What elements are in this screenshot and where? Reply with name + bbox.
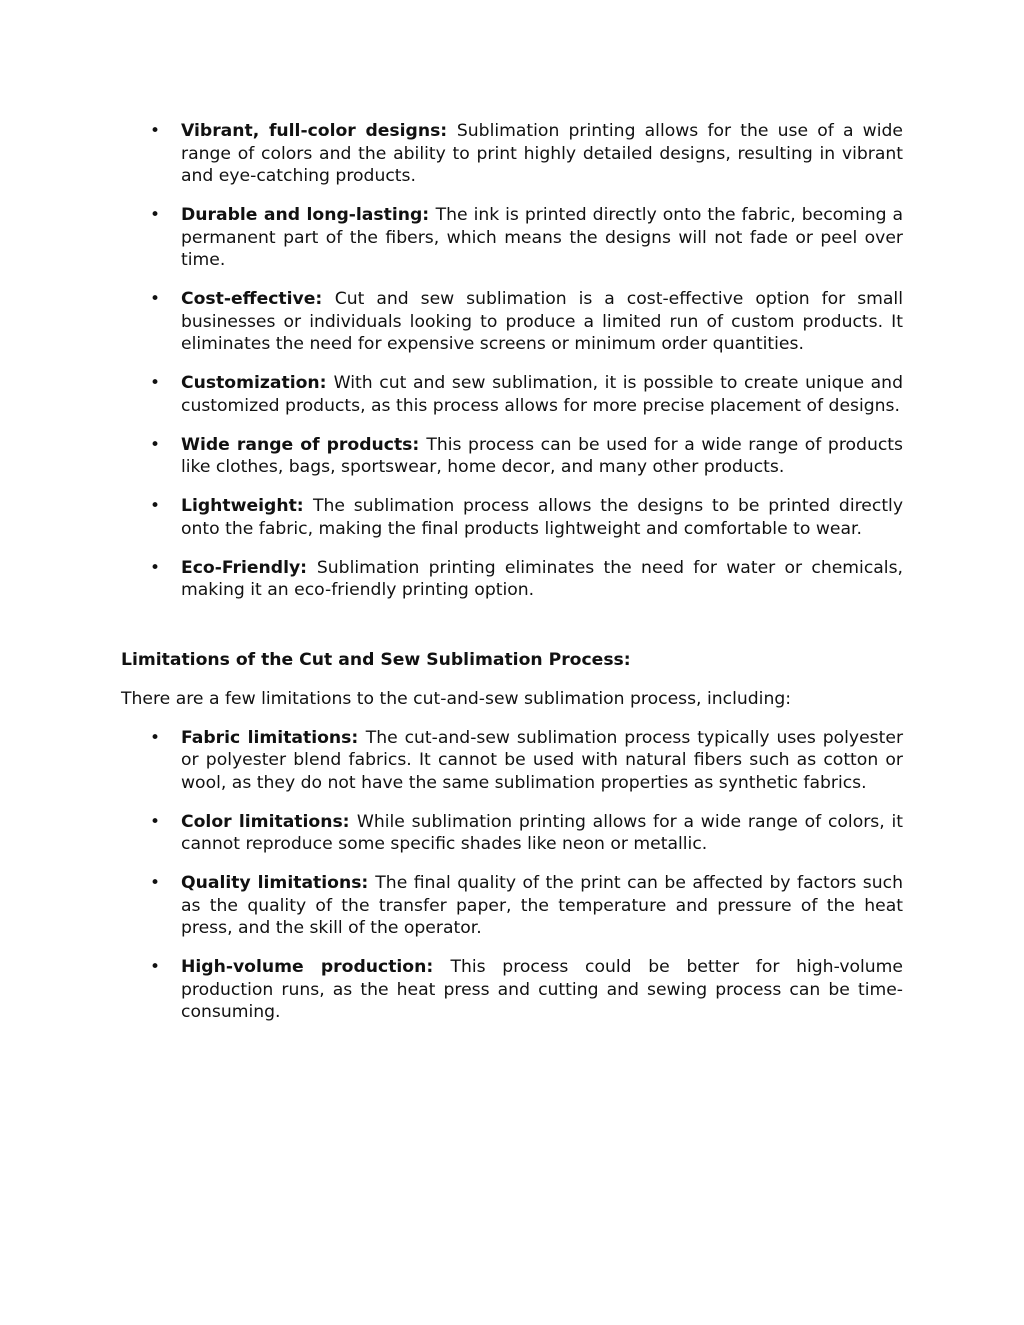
- list-item-term: Customization:: [181, 373, 334, 393]
- bullet-icon: •: [150, 373, 161, 393]
- list-item: [121, 872, 903, 940]
- section-intro: There are a few limitations to the cut-and-sew sublimation process, including:: [121, 689, 792, 709]
- bullet-icon: •: [150, 121, 161, 141]
- bullet-icon: •: [150, 434, 161, 455]
- list-item: [121, 288, 903, 356]
- list-item-text: Cut and sew sublimation is a cost-effective option for small businesses or individuals looking to produce a limited run of custom products. It eliminates the need for expensive screens or minimum order quantities.: [181, 289, 903, 354]
- list-item: [121, 811, 903, 856]
- list-item: [121, 495, 903, 540]
- list-item-text: The ink is printed directly onto the fabric, becoming a permanent part of the fibers, which means the designs will not fade or peel over time.: [181, 205, 903, 270]
- list-item-term: High-volume production:: [181, 957, 451, 977]
- document-page: [121, 120, 903, 1040]
- bullet-icon: •: [150, 205, 161, 225]
- list-item: [121, 204, 903, 272]
- list-item-text: With cut and sew sublimation, it is possible to create unique and customized products, as this process allows for more precise placement of designs.: [181, 373, 903, 416]
- bullet-icon: •: [150, 496, 161, 516]
- list-item: [121, 434, 903, 479]
- list-item-text: This process can be used for a wide range of products like clothes, bags, sportswear, home decor, and many other products.: [181, 434, 903, 477]
- list-item-text: While sublimation printing allows for a wide range of colors, it cannot reproduce some specific shades like neon or metallic.: [181, 811, 904, 854]
- list-item-term: Vibrant, full-color designs:: [181, 121, 457, 141]
- list-item-term: Durable and long-lasting:: [181, 205, 436, 225]
- list-item: [121, 557, 903, 602]
- bullet-icon: •: [150, 727, 161, 748]
- list-item: [121, 120, 903, 188]
- list-item-term: Color limitations:: [181, 811, 357, 832]
- list-item-term: Fabric limitations:: [181, 727, 366, 748]
- bullet-icon: •: [150, 873, 161, 893]
- list-item-term: Eco-Friendly:: [181, 557, 317, 578]
- list-item-text: Sublimation printing eliminates the need for water or chemicals, making it an eco-friendly printing option.: [181, 557, 904, 600]
- list-item: [121, 372, 903, 417]
- list-item-term: Cost-effective:: [181, 289, 335, 309]
- limitations-list: [121, 727, 903, 1024]
- list-item-text: The cut-and-sew sublimation process typically uses polyester or polyester blend fabrics. It cannot be used with natural fibers such as cotton or wool, as they do not have the same sublimation properties as synthetic fabrics.: [181, 727, 904, 793]
- list-item-text: This process could be better for high-volume production runs, as the heat press and cutting and sewing process can be time-consuming.: [181, 957, 903, 1022]
- section-heading: Limitations of the Cut and Sew Sublimation Process:: [121, 650, 631, 670]
- bullet-icon: •: [150, 811, 161, 832]
- bullet-icon: •: [150, 557, 161, 578]
- list-item-term: Lightweight:: [181, 496, 313, 516]
- list-item-text: The sublimation process allows the designs to be printed directly onto the fabric, making the final products lightweight and comfortable to wear.: [181, 496, 904, 539]
- list-item-term: Wide range of products:: [181, 434, 427, 455]
- bullet-icon: •: [150, 957, 161, 977]
- section-spacer: [121, 618, 903, 649]
- list-item-text: The final quality of the print can be affected by factors such as the quality of the transfer paper, the temperature and pressure of the heat press, and the skill of the operator.: [181, 873, 903, 938]
- list-item: [121, 727, 903, 795]
- list-item: [121, 956, 903, 1024]
- bullet-icon: •: [150, 289, 161, 309]
- benefits-list: [121, 120, 903, 602]
- list-item-text: Sublimation printing allows for the use of a wide range of colors and the ability to print highly detailed designs, resulting in vibrant and eye-catching products.: [181, 121, 903, 186]
- list-item-term: Quality limitations:: [181, 873, 376, 893]
